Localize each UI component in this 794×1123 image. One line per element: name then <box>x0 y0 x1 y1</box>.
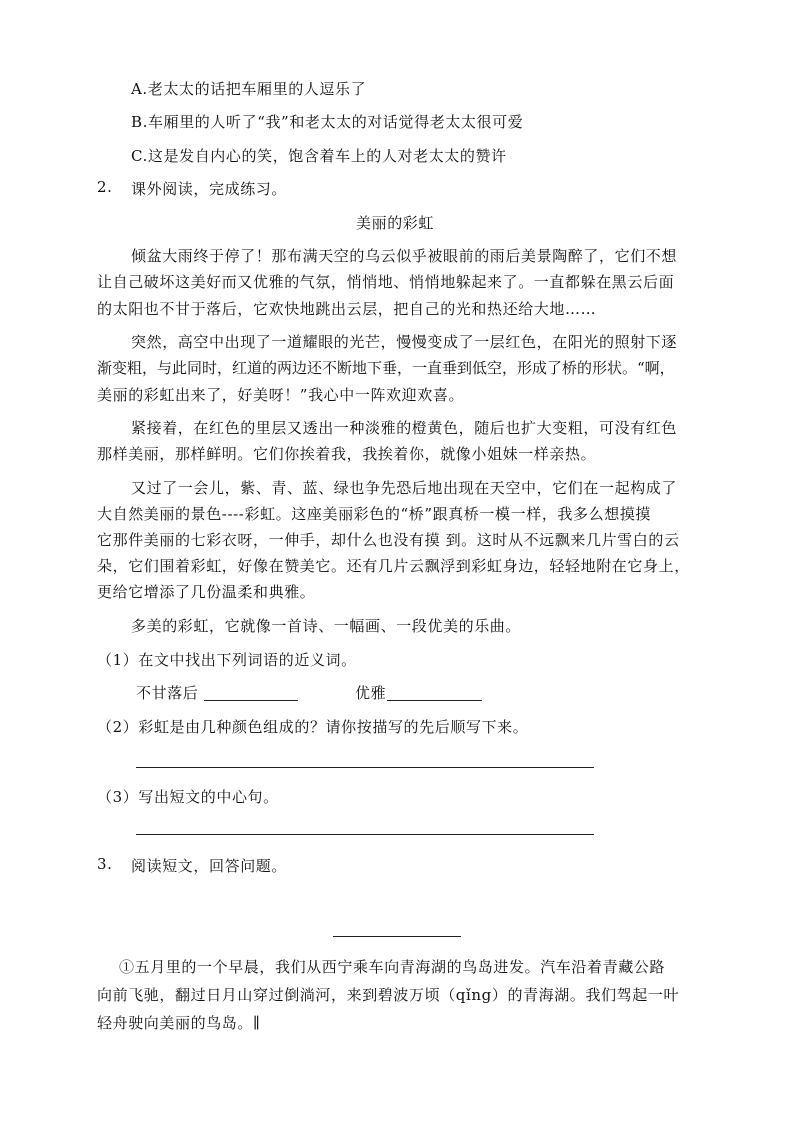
q3-instruction: 阅读短文，回答问题。 <box>131 857 288 875</box>
sub-question-2-answer-line[interactable] <box>136 767 594 768</box>
p2-line3: 美丽的彩虹出来了，好美呀！”我心中一阵欢迎欢喜。 <box>97 386 465 404</box>
p1-line2: 让自己破坏这美好而又优雅的气氛，悄悄地、悄悄地躲起来了。一直都躲在黑云后面 <box>97 273 675 291</box>
passage-title-blank[interactable] <box>333 936 461 937</box>
option-b: B.车厢里的人听了“我”和老太太的对话觉得老太太很可爱 <box>131 113 524 131</box>
word-2-label: 优雅 <box>355 684 387 702</box>
p4-line3: 它那件美丽的七彩衣呀，一伸手，却什么也没有摸 到。这时从不远飘来几片雪白的云 <box>97 531 680 549</box>
p4-line4: 朵，它们围着彩虹，好像在赞美它。还有几片云飘浮到彩虹身边，轻轻地附在它身上， <box>97 557 690 575</box>
p4-line1: 又过了一会儿，紫、青、蓝、绿也争先恐后地出现在天空中，它们在一起构成了 <box>131 479 678 497</box>
p4-line2: 大自然美丽的景色----彩虹。这座美丽彩色的“桥”跟真桥一模一样，我多么想摸摸 <box>97 505 652 523</box>
p3-line2: 那样美丽，那样鲜明。它们你挨着我，我挨着你，就像小姐妹一样亲热。 <box>97 445 597 463</box>
p1-line3: 的太阳也不甘于落后，它欢快地跳出云层，把自己的光和热还给大地…… <box>97 300 597 318</box>
sub-question-3-answer-line[interactable] <box>136 834 594 835</box>
sub-question-2: （2）彩虹是由几种颜色组成的？请你按描写的先后顺写下来。 <box>97 718 529 736</box>
word-1-answer-line[interactable] <box>204 700 298 701</box>
word-1-label: 不甘落后 <box>136 684 199 702</box>
word-2-answer-line[interactable] <box>387 700 482 701</box>
sub-question-1: （1）在文中找出下列词语的近义词。 <box>97 651 357 669</box>
option-a: A.老太太的话把车厢里的人逗乐了 <box>131 80 367 98</box>
option-c: C.这是发自内心的笑，饱含着车上的人对老太太的赞许 <box>131 147 507 165</box>
q3-passage-line3: 轻舟驶向美丽的鸟岛。∥ <box>97 1014 261 1032</box>
p4-line5: 更给它增添了几份温柔和典雅。 <box>97 583 316 601</box>
sub-question-3: （3）写出短文的中心句。 <box>97 788 279 806</box>
p3-line1: 紧接着，在红色的里层又透出一种淡雅的橙黄色，随后也扩大变粗，可没有红色 <box>131 419 678 437</box>
article-title: 美丽的彩虹 <box>356 214 435 232</box>
p2-line1: 突然，高空中出现了一道耀眼的光芒，慢慢变成了一层红色，在阳光的照射下逐 <box>131 333 678 351</box>
q3-number: 3. <box>97 855 113 873</box>
q2-instruction: 课外阅读，完成练习。 <box>131 180 288 198</box>
p5-line1: 多美的彩虹，它就像一首诗、一幅画、一段优美的乐曲。 <box>131 617 522 635</box>
q3-passage-line1: ①五月里的一个早晨，我们从西宁乘车向青海湖的鸟岛进发。汽车沿着青藏公路 <box>119 958 666 976</box>
p2-line2: 渐变粗，与此同时，红道的两边还不断地下垂，一直垂到低空，形成了桥的形状。“啊， <box>97 359 675 377</box>
q2-number: 2. <box>97 178 113 196</box>
q3-passage-line2: 向前飞驰，翻过日月山穿过倒淌河，来到碧波万顷（qǐng）的青海湖。我们驾起一叶 <box>97 986 680 1004</box>
p1-line1: 倾盆大雨终于停了！那布满天空的乌云似乎被眼前的雨后美景陶醉了，它们不想 <box>131 247 678 265</box>
